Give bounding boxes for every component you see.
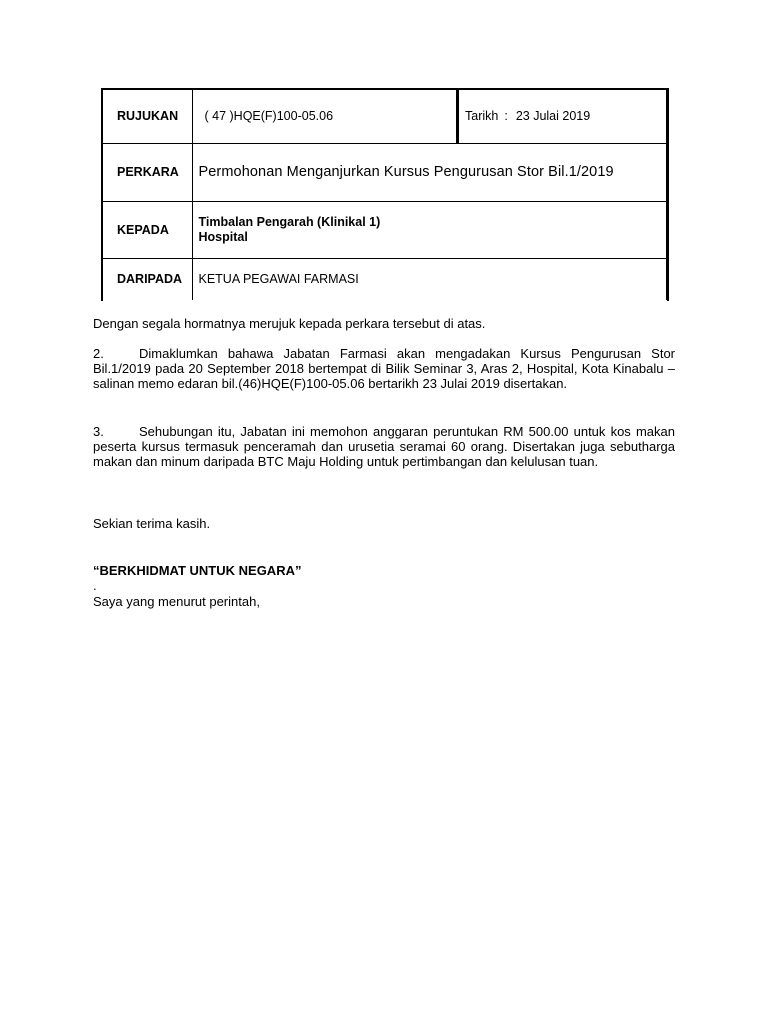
paragraph-2-number: 2. [93, 346, 104, 361]
row-subject [102, 143, 667, 201]
paragraph-3-number: 3. [93, 424, 104, 439]
opening-paragraph: Dengan segala hormatnya merujuk kepada perkara tersebut di atas. [93, 316, 486, 331]
paragraph-3 [93, 424, 675, 469]
reference-value: ( 47 )HQE(F)100-05.06 [192, 89, 458, 143]
recipient-line-1: Timbalan Pengarah (Klinikal 1) [198, 214, 381, 229]
sender-value: KETUA PEGAWAI FARMASI [192, 258, 667, 300]
closing-line: Sekian terima kasih. [93, 516, 211, 531]
subject-label: PERKARA [102, 143, 192, 201]
date-label: Tarikh [465, 109, 499, 124]
table-left-border [101, 88, 103, 301]
recipient-label: KEPADA [102, 201, 192, 258]
reference-label: RUJUKAN [102, 89, 192, 143]
recipient-value [192, 201, 667, 258]
subject-value: Permohonan Menganjurkan Kursus Pengurusan Stor Bil.1/2019 [192, 143, 667, 201]
row-recipient [102, 201, 667, 258]
recipient-line-2: Hospital [198, 229, 248, 244]
date-value: 23 Julai 2019 [515, 109, 591, 124]
signoff-line: Saya yang menurut perintah, [93, 594, 260, 609]
row-sender [102, 258, 667, 300]
paragraph-2 [93, 346, 675, 391]
table-right-border [667, 88, 669, 301]
date-cell [458, 89, 668, 143]
paragraph-2-text: Dimaklumkan bahawa Jabatan Farmasi akan mengadakan Kursus Pengurusan Stor Bil.1/2019 pada 20 September 2018 bertempat di Bilik Seminar 3, Aras 2, Hospital, Kota Kinabalu – salinan memo edaran bil.(46)HQE(F)100-05.06 bertarikh 23 Julai 2019 disertakan. [93, 346, 675, 391]
sender-label: DARIPADA [102, 258, 192, 300]
memo-header-table [101, 88, 668, 300]
motto: “BERKHIDMAT UNTUK NEGARA” [93, 563, 302, 578]
date-colon: : [504, 109, 508, 124]
paragraph-3-text: Sehubungan itu, Jabatan ini memohon anggaran peruntukan RM 500.00 untuk kos makan peserta kursus termasuk penceramah dan urusetia seramai 60 orang. Disertakan juga sebutharga makan dan minum daripada BTC Maju Holding untuk pertimbangan dan kelulusan tuan. [93, 424, 675, 469]
motto-dot: . [93, 578, 97, 593]
row-reference [102, 89, 667, 143]
